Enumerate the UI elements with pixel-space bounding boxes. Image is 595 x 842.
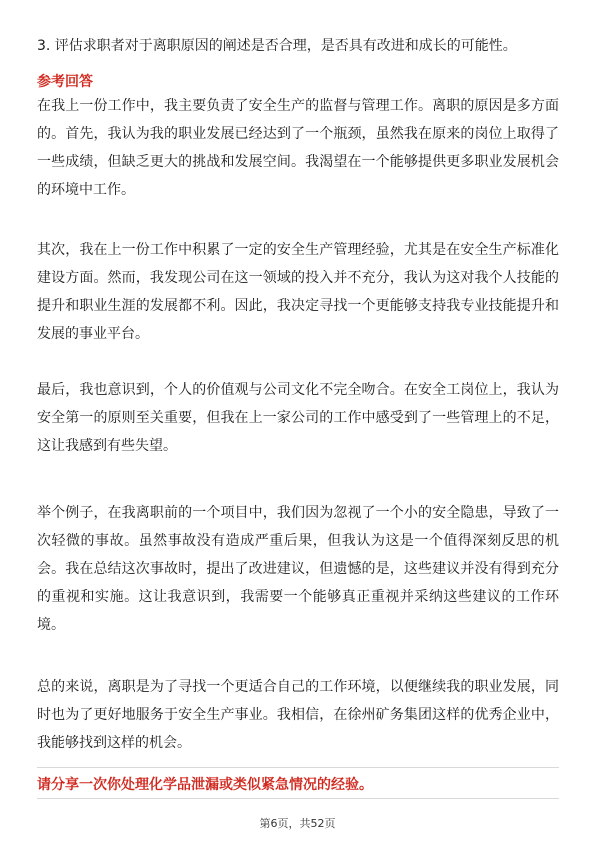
evaluation-point-3: 3. 评估求职者对于离职原因的阐述是否合理，是否具有改进和成长的可能性。 bbox=[37, 38, 517, 54]
page-footer: 第6页，共52页 bbox=[259, 817, 336, 830]
answer-paragraph-3: 最后，我也意识到，个人的价值观与公司文化不完全吻合。在安全工岗位上，我认为安全第一的原则至关重要，但我在上一家公司的工作中感受到了一些管理上的不足，这让我感到有些失望。 bbox=[37, 382, 559, 454]
answer-paragraph-1: 在我上一份工作中，我主要负责了安全生产的监督与管理工作。离职的原因是多方面的。首先，我认为我的职业发展已经达到了一个瓶颈，虽然我在原来的岗位上取得了一些成绩，但缺乏更大的挑战和发展空间。我渴望在一个能够提供更多职业发展机会的环境中工作。 bbox=[37, 98, 559, 198]
reference-answer-label: 参考回答 bbox=[37, 74, 93, 90]
next-question-heading: 请分享一次你处理化学品泄漏或类似紧急情况的经验。 bbox=[37, 777, 373, 793]
answer-paragraph-5: 总的来说，离职是为了寻找一个更适合自己的工作环境，以便继续我的职业发展，同时也为了更好地服务于安全生产事业。我相信，在徐州矿务集团这样的优秀企业中，我能够找到这样的机会。 bbox=[37, 679, 559, 751]
answer-paragraph-2: 其次，我在上一份工作中积累了一定的安全生产管理经验，尤其是在安全生产标准化建设方面。然而，我发现公司在这一领域的投入并不充分，我认为这对我个人技能的提升和职业生涯的发展都不利。因此，我决定寻找一个更能够支持我专业技能提升和发展的事业平台。 bbox=[37, 242, 559, 342]
divider-bottom bbox=[37, 798, 559, 799]
divider-top bbox=[37, 767, 559, 768]
answer-paragraph-4: 举个例子，在我离职前的一个项目中，我们因为忽视了一个小的安全隐患，导致了一次轻微的事故。虽然事故没有造成严重后果，但我认为这是一个值得深刻反思的机会。我在总结这次事故时，提出了改进建议，但遗憾的是，这些建议并没有得到充分的重视和实施。这让我意识到，我需要一个能够真正重视并采纳这些建议的工作环境。 bbox=[37, 505, 559, 633]
